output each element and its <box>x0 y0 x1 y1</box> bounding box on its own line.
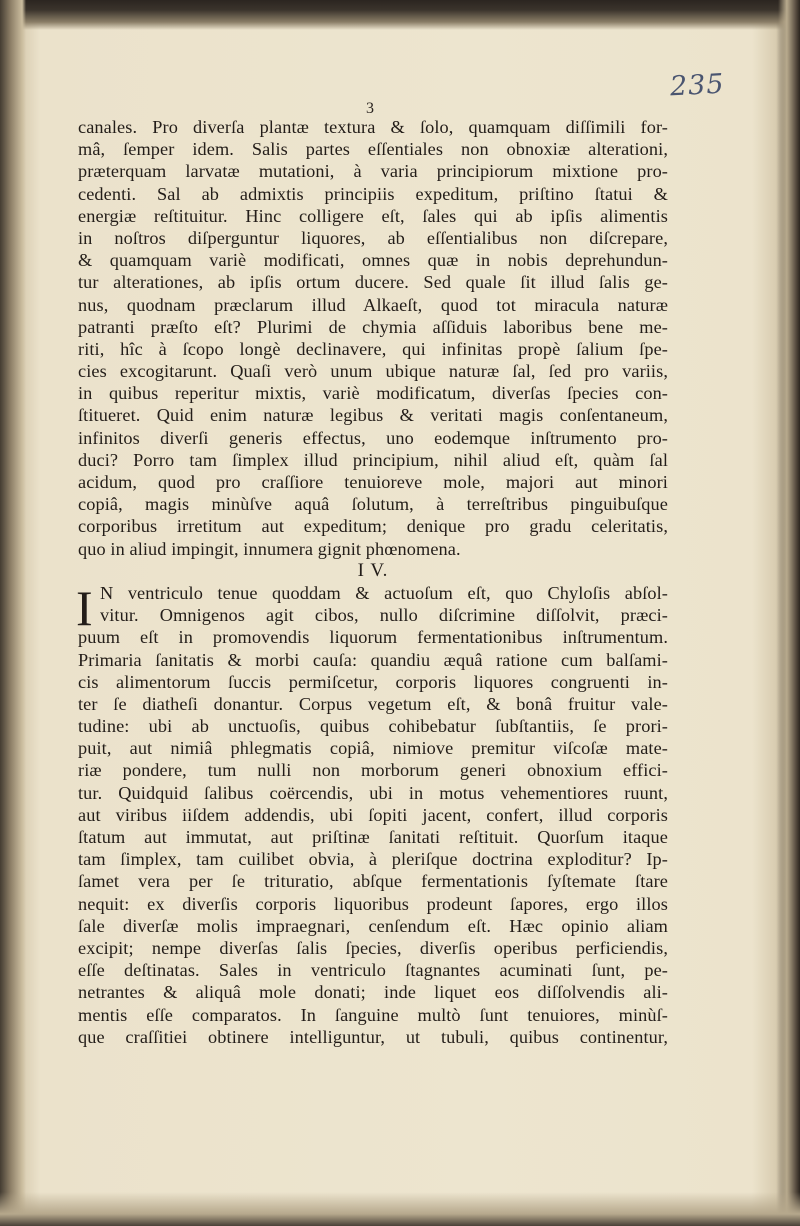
text-line: cis alimentorum ſuccis permiſcetur, corporis liquores congruenti in- <box>78 671 668 692</box>
text-line: in noſtros diſperguntur liquores, ab eſſentialibus non diſcrepare, <box>78 227 668 248</box>
text-line: puum eſt in promovendis liquorum fermentationibus inſtrumentum. <box>78 627 668 648</box>
text-line: tam ſimplex, tam cuilibet obvia, à pleriſque doctrina exploditur? Ip- <box>78 849 668 870</box>
text-line: nus, quodnam præclarum illud Alkaeſt, quod tot miracula naturæ <box>78 294 668 315</box>
text-line: patranti præſto eſt? Plurimi de chymia aſſiduis laboribus bene me- <box>78 316 668 337</box>
text-line: N ventriculo tenue quoddam & actuoſum eſt, quo Chyloſis abſol- <box>100 582 668 603</box>
text-line: & quamquam variè modificati, omnes quæ in nobis deprehundun- <box>78 250 668 271</box>
text-line: tur alterationes, ab ipſis ortum ducere. Sed quale ſit illud ſalis ge- <box>78 272 668 293</box>
text-line: riæ pondere, tum nulli non morborum generi obnoxium effici- <box>78 760 668 781</box>
drop-capital: I <box>76 579 93 636</box>
text-line: infinitos diverſi generis effectus, uno eodemque inſtrumento pro- <box>78 427 668 448</box>
text-line: duci? Porro tam ſimplex illud principium, nihil aliud eſt, quàm ſal <box>78 449 668 470</box>
page-edge-right <box>778 0 800 1226</box>
text-line: copiâ, magis minùſve aquâ ſolutum, à terreſtribus pinguibuſque <box>78 494 668 515</box>
text-line: netrantes & aliquâ mole donati; inde liquet eos diſſolvendis ali- <box>78 982 668 1003</box>
text-line: puit, aut nimiâ phlegmatis copiâ, nimiove premitur viſcoſæ mate- <box>78 738 668 759</box>
text-line: quo in aliud impingit, innumera gignit phœnomena. <box>78 538 461 559</box>
text-line: vitur. Omnigenos agit cibos, nullo diſcrimine diſſolvit, præci- <box>100 605 668 626</box>
text-line: canales. Pro diverſa plantæ textura & ſolo, quamquam diſſimili for- <box>78 117 668 137</box>
text-line: aut viribus iiſdem addendis, ubi ſopiti jacent, confert, illud corporis <box>78 804 668 825</box>
text-line: ſale diverſæ molis impraegnari, cenſendum eſt. Hæc opinio aliam <box>78 915 668 936</box>
text-line: Primaria ſanitatis & morbi cauſa: quandiu æquâ ratione cum balſami- <box>78 649 668 670</box>
text-line: ter ſe diatheſi donantur. Corpus vegetum eſt, & bonâ fruitur vale- <box>78 693 668 714</box>
paragraph-1 <box>78 116 668 560</box>
text-line: riti, hîc à ſcopo longè declinavere, qui infinitas propè ſalium ſpe- <box>78 338 668 359</box>
text-line: ſtitueret. Quid enim naturæ legibus & veritati magis conſentaneum, <box>78 405 668 426</box>
text-line: cies excogitarunt. Quaſi verò unum ubique naturæ ſal, ſed pro variis, <box>78 361 668 382</box>
handwritten-folio-number: 235 <box>669 68 726 103</box>
text-line: energiæ reſtituitur. Hinc colligere eſt, ſales qui ab ipſis alimentis <box>78 205 668 226</box>
section-heading: I V. <box>357 559 389 581</box>
text-line: nequit: ex diverſis corporis liquoribus prodeunt ſapores, ergo illos <box>78 893 668 914</box>
text-line: excipit; nempe diverſas ſalis ſpecies, diverſis operibus perficiendis, <box>78 937 668 958</box>
text-line: cedenti. Sal ab admixtis principiis expeditum, priſtino ſtatui & <box>78 183 668 204</box>
text-line: corporibus irretitum aut expeditum; denique pro gradu celeritatis, <box>78 516 668 537</box>
body-text <box>78 116 668 1048</box>
text-line: tudine: ubi ab unctuoſis, quibus cohibebatur ſubſtantiis, ſe prori- <box>78 716 668 737</box>
text-line: ſamet vera per ſe trituratio, abſque fermentationis ſyſtemate ſtare <box>78 871 668 892</box>
text-line: acidum, quod pro craſſiore tenuioreve mole, majori aut minori <box>78 472 668 492</box>
text-line: præterquam larvatæ mutationi, à varia principiorum mixtione pro- <box>78 161 668 182</box>
page-bottom-shadow <box>0 1192 800 1226</box>
paragraph-2 <box>76 579 668 1048</box>
text-line: mentis eſſe comparatos. In ſanguine multò ſunt tenuiores, minùſ- <box>78 1004 668 1025</box>
text-line: ſtatum aut immutat, aut priſtinæ ſanitati reſtituit. Quorſum itaque <box>78 827 668 847</box>
signature-mark: 3 <box>366 100 374 117</box>
text-line: in quibus reperitur mixtis, variè modificatum, diverſas ſpecies con- <box>78 383 668 404</box>
text-line: mâ, ſemper idem. Salis partes eſſentiales non obnoxiæ alterationi, <box>78 139 668 160</box>
page-top-shadow <box>0 0 800 30</box>
text-line: que craſſitiei obtinere intelliguntur, ut tubuli, quibus continentur, <box>78 1026 668 1047</box>
text-line: tur. Quidquid ſalibus coërcendis, ubi in motus vehementiores ruunt, <box>78 782 668 803</box>
text-line: eſſe deſtinatas. Sales in ventriculo ſtagnantes acuminati ſunt, pe- <box>78 960 668 981</box>
page-gutter-left <box>0 0 26 1226</box>
